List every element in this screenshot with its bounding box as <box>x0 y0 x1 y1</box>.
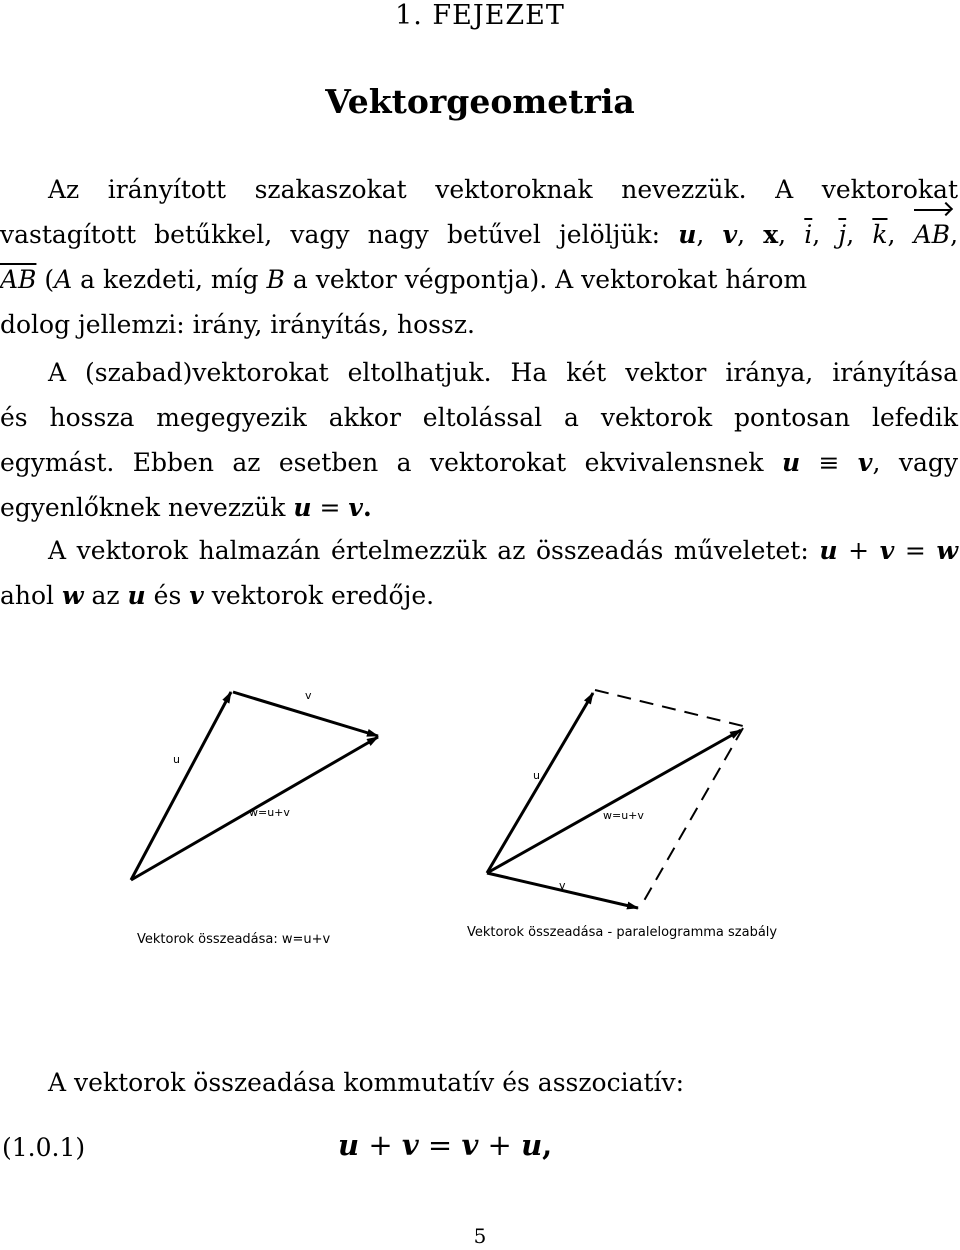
vector-u: u <box>293 493 312 522</box>
eq-plus2: + <box>487 1128 512 1162</box>
paragraph-2 <box>0 350 958 530</box>
vector-w-arrow <box>487 730 741 873</box>
p3-line-1-text: A vektorok halmazán értelmezzük az összeadás műveletet: <box>48 536 820 565</box>
parallelogram-dashed-right <box>641 728 743 906</box>
vector-u: u <box>127 581 146 610</box>
vector-AB-arrow: AB <box>914 212 950 257</box>
vector-v: v <box>189 581 204 610</box>
point-A: A <box>54 265 73 294</box>
equals-sign: = <box>904 536 926 565</box>
vector-u: u <box>819 536 838 565</box>
vector-v: v <box>879 536 895 565</box>
paragraph-3 <box>0 528 958 618</box>
p3-line-2-c: vektorok eredője. <box>203 581 435 610</box>
eq-end: , <box>542 1128 553 1162</box>
vector-u: u <box>781 448 801 477</box>
p1-line-4: dolog jellemzi: irány, irányítás, hossz. <box>0 310 475 339</box>
vector-i: $\overline{i}$ <box>804 220 813 249</box>
p2-line-3-text: egymást. Ebben az esetben a vektorokat ekvivalensnek <box>0 448 782 477</box>
vector-v: v <box>857 448 873 477</box>
p2-line-4: egyenlőknek nevezzük u = v. <box>0 493 372 522</box>
eq-v2: v <box>461 1128 479 1162</box>
eq-v: v <box>401 1128 419 1162</box>
label-u: u <box>533 769 540 782</box>
plus-sign: + <box>848 536 870 565</box>
commutativity-equation <box>338 1128 552 1162</box>
triangle-rule-diagram <box>131 689 378 947</box>
p2-line-1: A (szabad)vektorokat eltolhatjuk. Ha két vektor iránya, irányítása <box>48 358 958 387</box>
vector-k: $\overline{k}$ <box>872 220 888 249</box>
vector-x: x <box>763 220 779 249</box>
equiv-sign: ≡ <box>818 448 840 477</box>
p3-line-1 <box>0 528 958 573</box>
label-w: w=u+v <box>249 806 290 819</box>
eq-u: u <box>338 1128 360 1162</box>
eq-u2: u <box>521 1128 543 1162</box>
page-number: 5 <box>473 1224 487 1248</box>
commutative-statement: A vektorok összeadása kommutatív és asszociatív: <box>48 1068 685 1097</box>
chapter-label: 1. FEJEZET <box>395 0 565 31</box>
vector-u-arrow <box>487 693 593 873</box>
p2-line-4-text: egyenlőknek nevezzük <box>0 493 294 522</box>
parallelogram-dashed-top <box>595 690 743 726</box>
p2-line-2: és hossza megegyezik akkor eltolással a vektorok pontosan lefedik <box>0 403 958 432</box>
p1-line-3-mid2: a vektor végpontja). A vektorokat három <box>284 265 808 294</box>
chapter-title: Vektorgeometria <box>325 82 635 121</box>
equals-sign: = <box>319 493 341 522</box>
p3-line-2 <box>0 573 958 618</box>
vector-j: $\overline{j}$ <box>838 220 847 249</box>
p3-line-2-b: és <box>145 581 190 610</box>
vector-v: v <box>348 493 363 522</box>
point-B: B <box>266 265 285 294</box>
vector-u: u <box>678 220 697 249</box>
equation-number: (1.0.1) <box>2 1133 86 1162</box>
p1-line-3: $\overline{AB}$ (A a kezdeti, míg B a vektor végpontja). A vektorokat három <box>0 265 808 294</box>
label-u: u <box>173 753 180 766</box>
vector-AB-bar: $\overline{AB}$ <box>0 265 37 294</box>
caption-triangle-rule: Vektorok összeadása: w=u+v <box>137 932 331 947</box>
label-v: v <box>559 879 566 892</box>
eq-equals: = <box>427 1128 453 1162</box>
vector-w: w <box>62 581 84 610</box>
p1-line-3-mid1: a kezdeti, míg <box>72 265 267 294</box>
p1-line-1: Az irányított szakaszokat vektoroknak nevezzük. A vektorokat <box>48 175 958 204</box>
eq-plus: + <box>368 1128 393 1162</box>
p2-line-3-post: , vagy <box>872 448 958 477</box>
p1-line-2: vastagított betűkkel, vagy nagy betűvel jelöljük: u, v, x, $\overline{i}$, $\overline{j}$, $\overline{k}$, AB, <box>0 212 958 257</box>
p2-line-3 <box>0 440 958 485</box>
p3-line-2-a: az <box>83 581 128 610</box>
vector-w: w <box>936 536 959 565</box>
parallelogram-rule-diagram <box>467 690 777 940</box>
p3-line-2-text: ahol <box>0 581 62 610</box>
caption-parallelogram-rule: Vektorok összeadása - paralelogramma szabály <box>467 925 778 940</box>
p1-line-2-text: vastagított betűkkel, vagy nagy betűvel jelöljük: <box>0 220 679 249</box>
vector-v: v <box>722 220 738 249</box>
paragraph-1 <box>0 167 958 347</box>
vector-addition-figure <box>0 650 960 970</box>
label-v: v <box>305 689 312 702</box>
label-w: w=u+v <box>603 809 644 822</box>
